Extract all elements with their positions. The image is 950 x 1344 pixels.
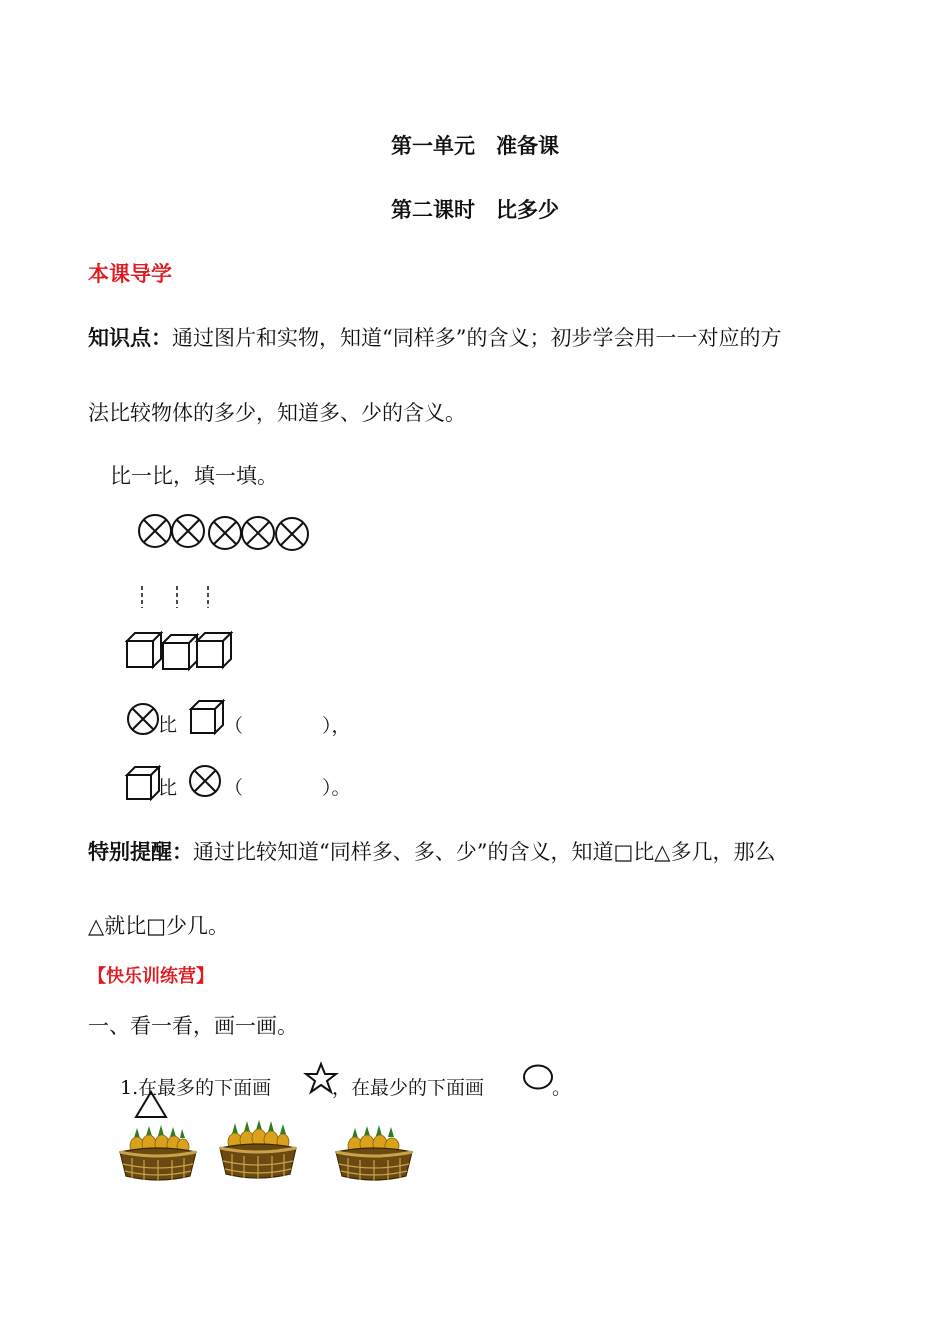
camp-heading: 【快乐训练营】 — [88, 966, 214, 987]
cube-icon — [197, 633, 231, 667]
dashed-connectors — [136, 584, 216, 610]
reminder-label: 特别提醒： — [88, 840, 193, 864]
reminder-text-1: 通过比较知道“同样多、多、少”的含义，知道□比△多几，那么 — [193, 840, 776, 864]
cube-icon — [163, 635, 197, 669]
cube-icon — [127, 633, 161, 667]
crossed-circle-icon — [139, 515, 171, 547]
crossed-circles-row — [138, 514, 313, 552]
crossed-circle-icon — [276, 518, 308, 550]
cube-icon — [190, 700, 226, 736]
answer-open-2: （ — [224, 777, 244, 799]
reminder-line1 — [88, 836, 775, 866]
lesson-title: 第二课时 比多少 — [391, 198, 559, 222]
crossed-circle-icon — [126, 702, 160, 736]
knowledge-text-2: 法比较物体的多少，知道多、少的含义。 — [88, 401, 466, 425]
pineapple-basket-image — [118, 1124, 198, 1182]
crossed-circle-icon — [242, 517, 274, 549]
q1-part2: ，在最少的下面画 — [332, 1077, 485, 1099]
cubes-row — [126, 632, 236, 672]
cube-icon — [126, 766, 162, 802]
crossed-circle-icon — [188, 764, 222, 798]
reminder-text-2: △就比□少几。 — [88, 914, 229, 938]
pineapple-basket-image — [334, 1124, 414, 1182]
q1-part1: 1.在最多的下面画 — [120, 1077, 272, 1099]
compare-word-1: 比 — [158, 714, 178, 736]
knowledge-text-1: 通过图片和实物，知道“同样多”的含义；初步学会用一一对应的方 — [172, 326, 782, 350]
pineapple-basket-image — [218, 1120, 298, 1182]
crossed-circle-icon — [209, 517, 241, 549]
answer-open-1: （ — [224, 715, 244, 737]
triangle-icon — [134, 1090, 168, 1120]
unit-title: 第一单元 准备课 — [391, 134, 559, 158]
q1-end: 。 — [552, 1077, 572, 1099]
circle-icon — [522, 1064, 554, 1092]
compare-word-2: 比 — [158, 777, 178, 799]
knowledge-paragraph-line1 — [88, 322, 781, 352]
exercise-prompt: 比一比，填一填。 — [110, 464, 278, 488]
answer-close-1: ）， — [322, 715, 351, 737]
knowledge-label: 知识点： — [88, 326, 172, 350]
answer-close-2: ）。 — [322, 777, 351, 799]
guide-heading: 本课导学 — [88, 262, 172, 286]
section-1-title: 一、看一看，画一画。 — [88, 1014, 298, 1038]
crossed-circle-icon — [172, 515, 204, 547]
